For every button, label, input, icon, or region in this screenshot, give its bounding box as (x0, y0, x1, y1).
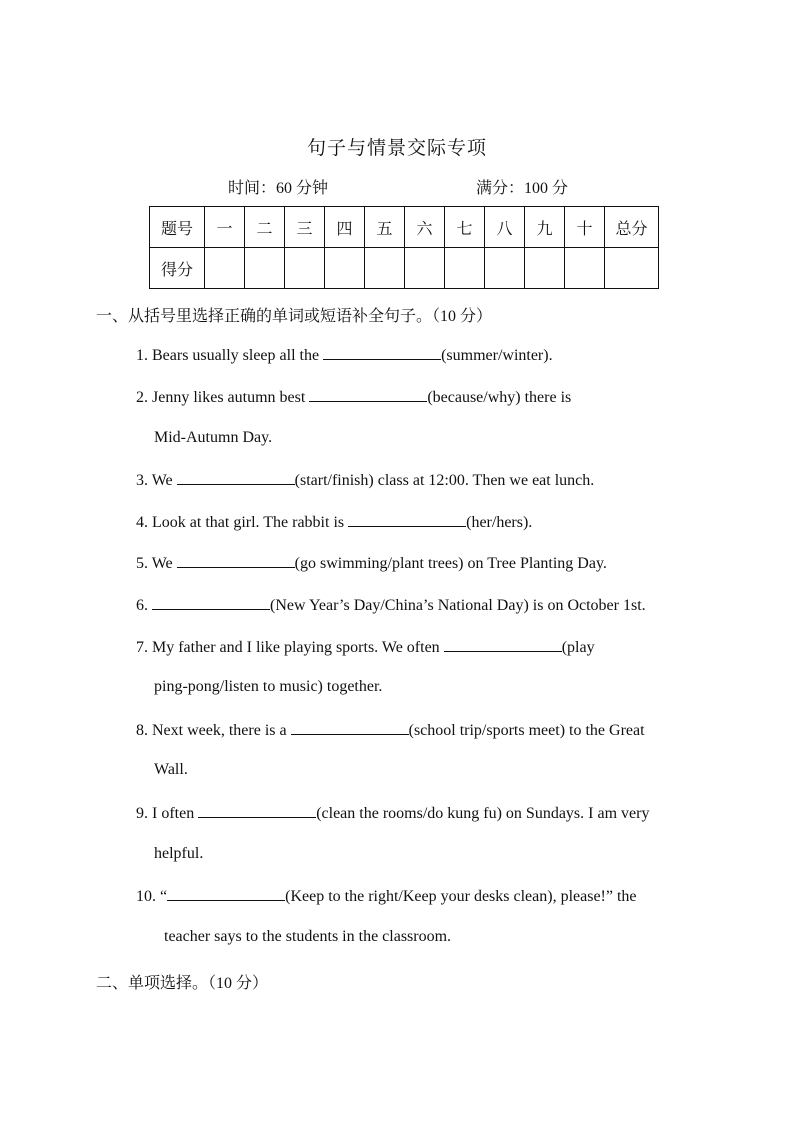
answer-blank[interactable] (177, 470, 295, 485)
question-number: 1. (136, 347, 148, 364)
question-text-before: Look at that girl. The rabbit is (152, 514, 349, 531)
question-text-before: “ (160, 888, 168, 905)
question-text-after: (Keep to the right/Keep your desks clean), please!” the (285, 888, 637, 905)
answer-blank[interactable] (309, 387, 427, 402)
full-score: 满分：100 分 (476, 180, 569, 197)
answer-blank[interactable] (177, 553, 295, 568)
question-text-before: My father and I like playing sports. We often (152, 639, 444, 656)
question-text-before: Jenny likes autumn best (152, 389, 310, 406)
answer-blank[interactable] (291, 720, 409, 735)
answer-blank[interactable] (323, 345, 441, 360)
question-number: 5. (136, 555, 148, 572)
header-cell-5: 五 (365, 207, 405, 248)
score-cell-total[interactable] (605, 248, 659, 289)
score-cell[interactable] (445, 248, 485, 289)
question-number: 7. (136, 639, 148, 656)
question-2-continuation: Mid-Autumn Day. (154, 429, 273, 446)
question-8 (136, 720, 645, 740)
question-7 (136, 637, 595, 657)
header-cell-10: 十 (565, 207, 605, 248)
header-cell-4: 四 (325, 207, 365, 248)
score-cell[interactable] (565, 248, 605, 289)
question-number: 3. (136, 472, 148, 489)
question-text-before: Next week, there is a (152, 722, 291, 739)
question-10 (136, 886, 637, 906)
section1-heading: 一、从括号里选择正确的单词或短语补全句子。（10 分） (96, 308, 493, 325)
answer-blank[interactable] (198, 803, 316, 818)
question-text-after: (go swimming/plant trees) on Tree Planting Day. (294, 555, 607, 572)
question-7-continuation: ping-pong/listen to music) together. (154, 678, 383, 695)
question-number: 2. (136, 389, 148, 406)
question-text-after: (play (561, 639, 595, 656)
question-8-continuation: Wall. (154, 761, 188, 778)
question-10-continuation: teacher says to the students in the classroom. (164, 928, 452, 945)
score-cell[interactable] (285, 248, 325, 289)
question-number: 4. (136, 514, 148, 531)
score-cell[interactable] (405, 248, 445, 289)
score-table-score-row (150, 248, 659, 289)
question-text-before: We (151, 555, 177, 572)
score-cell[interactable] (325, 248, 365, 289)
question-6 (136, 595, 646, 615)
question-text-before: I often (152, 805, 199, 822)
question-number: 9. (136, 805, 148, 822)
header-cell-9: 九 (525, 207, 565, 248)
header-cell-6: 六 (405, 207, 445, 248)
question-text-after: (clean the rooms/do kung fu) on Sundays. I am very (316, 805, 650, 822)
header-cell-1: 一 (205, 207, 245, 248)
header-cell-label: 题号 (150, 207, 205, 248)
question-text-after: (her/hers). (466, 514, 533, 531)
question-5 (136, 553, 607, 573)
question-text-before: We (151, 472, 177, 489)
question-text-before: Bears usually sleep all the (152, 347, 324, 364)
page-title: 句子与情景交际专项 (306, 138, 487, 159)
score-table (149, 206, 659, 289)
question-text-after: (New Year’s Day/China’s National Day) is on October 1st. (270, 597, 646, 614)
score-cell[interactable] (485, 248, 525, 289)
question-text-after: (school trip/sports meet) to the Great (408, 722, 645, 739)
question-text-after: (summer/winter). (441, 347, 553, 364)
question-4 (136, 512, 532, 532)
question-number: 10. (136, 888, 156, 905)
score-cell[interactable] (205, 248, 245, 289)
score-cell[interactable] (365, 248, 405, 289)
answer-blank[interactable] (152, 595, 270, 610)
question-number: 6. (136, 597, 148, 614)
exam-time: 时间：60 分钟 (228, 180, 329, 197)
score-cell[interactable] (245, 248, 285, 289)
score-row-label: 得分 (150, 248, 205, 289)
question-1 (136, 345, 553, 365)
header-cell-8: 八 (485, 207, 525, 248)
header-cell-7: 七 (445, 207, 485, 248)
answer-blank[interactable] (444, 637, 562, 652)
header-cell-3: 三 (285, 207, 325, 248)
question-9 (136, 803, 649, 823)
section2-heading: 二、单项选择。（10 分） (96, 975, 269, 992)
answer-blank[interactable] (167, 886, 285, 901)
question-text-after: (because/why) there is (427, 389, 572, 406)
question-3 (136, 470, 594, 490)
answer-blank[interactable] (348, 512, 466, 527)
question-text-after: (start/finish) class at 12:00. Then we eat lunch. (294, 472, 595, 489)
question-number: 8. (136, 722, 148, 739)
score-cell[interactable] (525, 248, 565, 289)
question-9-continuation: helpful. (154, 845, 204, 862)
header-cell-total: 总分 (605, 207, 659, 248)
question-2 (136, 387, 571, 407)
header-cell-2: 二 (245, 207, 285, 248)
score-table-header-row (150, 207, 659, 248)
